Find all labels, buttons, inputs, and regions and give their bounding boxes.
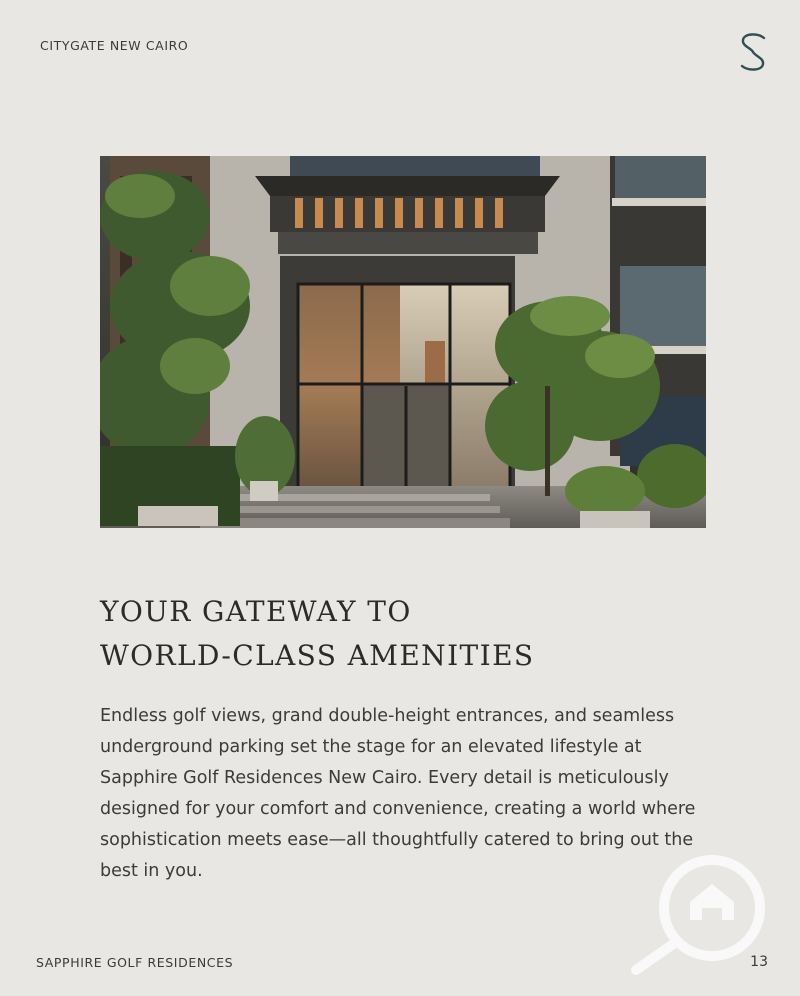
hero-image-building-entrance [100,156,706,528]
header-brand: CITYGATE NEW CAIRO [40,38,189,53]
body-paragraph: Endless golf views, grand double-height entrances, and seamless underground parking set the stage for an elevated lifestyle at Sapphire Golf Residences New Cairo. Every detail is meticulously designed for your comfort and convenience, creating a world where sophistication meets ease—all thoughtfully catered to bring out the best in you. [100,706,696,881]
footer-brand: SAPPHIRE GOLF RESIDENCES [36,955,234,970]
title-line-1: YOUR GATEWAY TO [100,595,412,628]
page-title [100,590,720,678]
s-wave-logo-icon [736,32,770,72]
page-number: 13 [750,954,768,970]
title-line-2: WORLD-CLASS AMENITIES [100,639,535,672]
entrance-illustration [100,156,706,528]
